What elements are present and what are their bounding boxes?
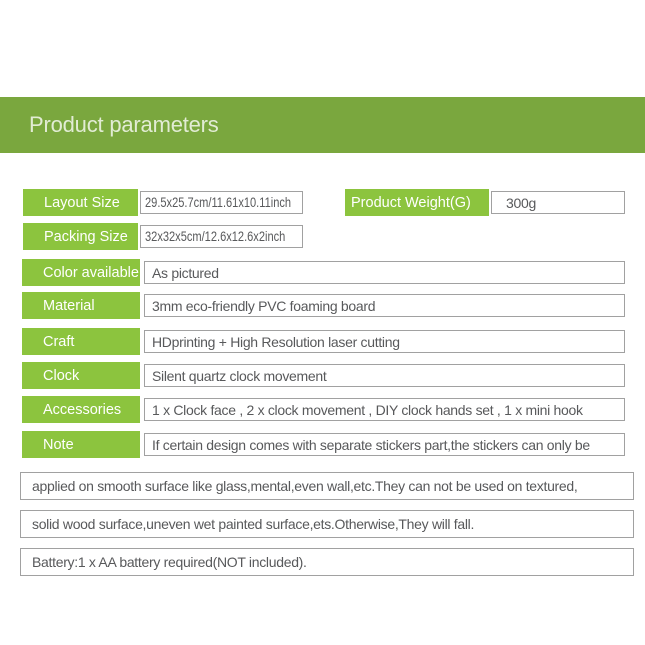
label-chip-color-available: Color available: [22, 259, 140, 286]
section-title: Product parameters: [29, 112, 219, 137]
value-box-layout-size: [140, 191, 303, 214]
value-box-material: 3mm eco-friendly PVC foaming board: [144, 294, 625, 317]
label-chip-clock: Clock: [22, 362, 140, 389]
value-box-craft: HDprinting + High Resolution laser cutting: [144, 330, 625, 353]
label-chip-product-weight: Product Weight(G): [345, 189, 489, 216]
value-box-note: If certain design comes with separate stickers part,the stickers can only be: [144, 433, 625, 456]
value-box-accessories: 1 x Clock face , 2 x clock movement , DIY clock hands set , 1 x mini hook: [144, 398, 625, 421]
label-chip-material: Material: [22, 292, 140, 319]
value-box-packing-size: [140, 225, 303, 248]
label-chip-packing-size: Packing Size: [23, 223, 138, 250]
label-chip-layout-size: Layout Size: [23, 189, 138, 216]
label-chip-craft: Craft: [22, 328, 140, 355]
label-chip-accessories: Accessories: [22, 396, 140, 423]
value-box-product-weight: 300g: [491, 191, 625, 214]
note-continuation-line-1: applied on smooth surface like glass,mental,even wall,etc.They can not be used on textured,: [20, 472, 634, 500]
value-box-color-available: As pictured: [144, 261, 625, 284]
battery-note-line: Battery:1 x AA battery required(NOT included).: [20, 548, 634, 576]
note-continuation-line-2: solid wood surface,uneven wet painted surface,ets.Otherwise,They will fall.: [20, 510, 634, 538]
packing-size-value: 32x32x5cm/12.6x12.6x2inch: [145, 229, 286, 244]
section-header-band: [0, 97, 645, 153]
label-chip-note: Note: [22, 431, 140, 458]
value-box-clock: Silent quartz clock movement: [144, 364, 625, 387]
layout-size-value: 29.5x25.7cm/11.61x10.11inch: [145, 195, 292, 210]
